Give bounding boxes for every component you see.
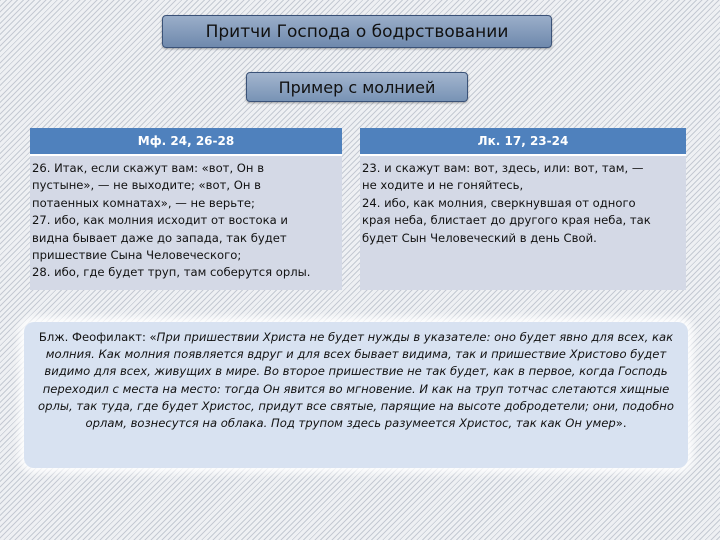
note-suffix: ». bbox=[615, 416, 627, 431]
slide-subtitle: Пример с молнией bbox=[246, 72, 468, 102]
column-matthew bbox=[30, 128, 342, 290]
column-header: Мф. 24, 26-28 bbox=[30, 128, 342, 154]
commentary-note bbox=[24, 322, 688, 468]
note-prefix: Блж. Феофилакт: « bbox=[38, 330, 157, 344]
column-header: Лк. 17, 23-24 bbox=[360, 128, 686, 154]
slide-title: Притчи Господа о бодрствовании bbox=[162, 15, 552, 48]
comparison-table bbox=[30, 128, 686, 290]
column-text: 26. Итак, если скажут вам: «вот, Он в пустыне», — не выходите; «вот, Он в потаенных комнатах», — не верьте; 27. ибо, как молния исходит от востока и видна бывает даже до запада, так будет пришествие Сына Человеческого; 28. ибо, где будет труп, там соберутся орлы. bbox=[30, 154, 342, 290]
note-body: При пришествии Христа не будет нужды в указателе: оно будет явно для всех, как молния. Как молния появляется вдруг и для всех бывает видима, так и пришествие Христово будет видимо для всех, живущих в мире. Во второе пришествие не так будет, как в первое, когда Господь переходил с места на место: тогда Он явится во мгновение. И как на труп тотчас слетаются хищные орлы, так туда, где будет Христос, придут все святые, парящие на высоте добродетели; они, подобно орлам, вознесутся на облака. Под трупом здесь разумеется Христос, так как Он умер bbox=[38, 330, 674, 431]
column-text: 23. и скажут вам: вот, здесь, или: вот, там, — не ходите и не гоняйтесь, 24. ибо, как молния, сверкнувшая от одного края неба, блистает до другого края неба, так будет Сын Человеческий в день Свой. bbox=[360, 154, 686, 290]
column-luke bbox=[360, 128, 686, 290]
